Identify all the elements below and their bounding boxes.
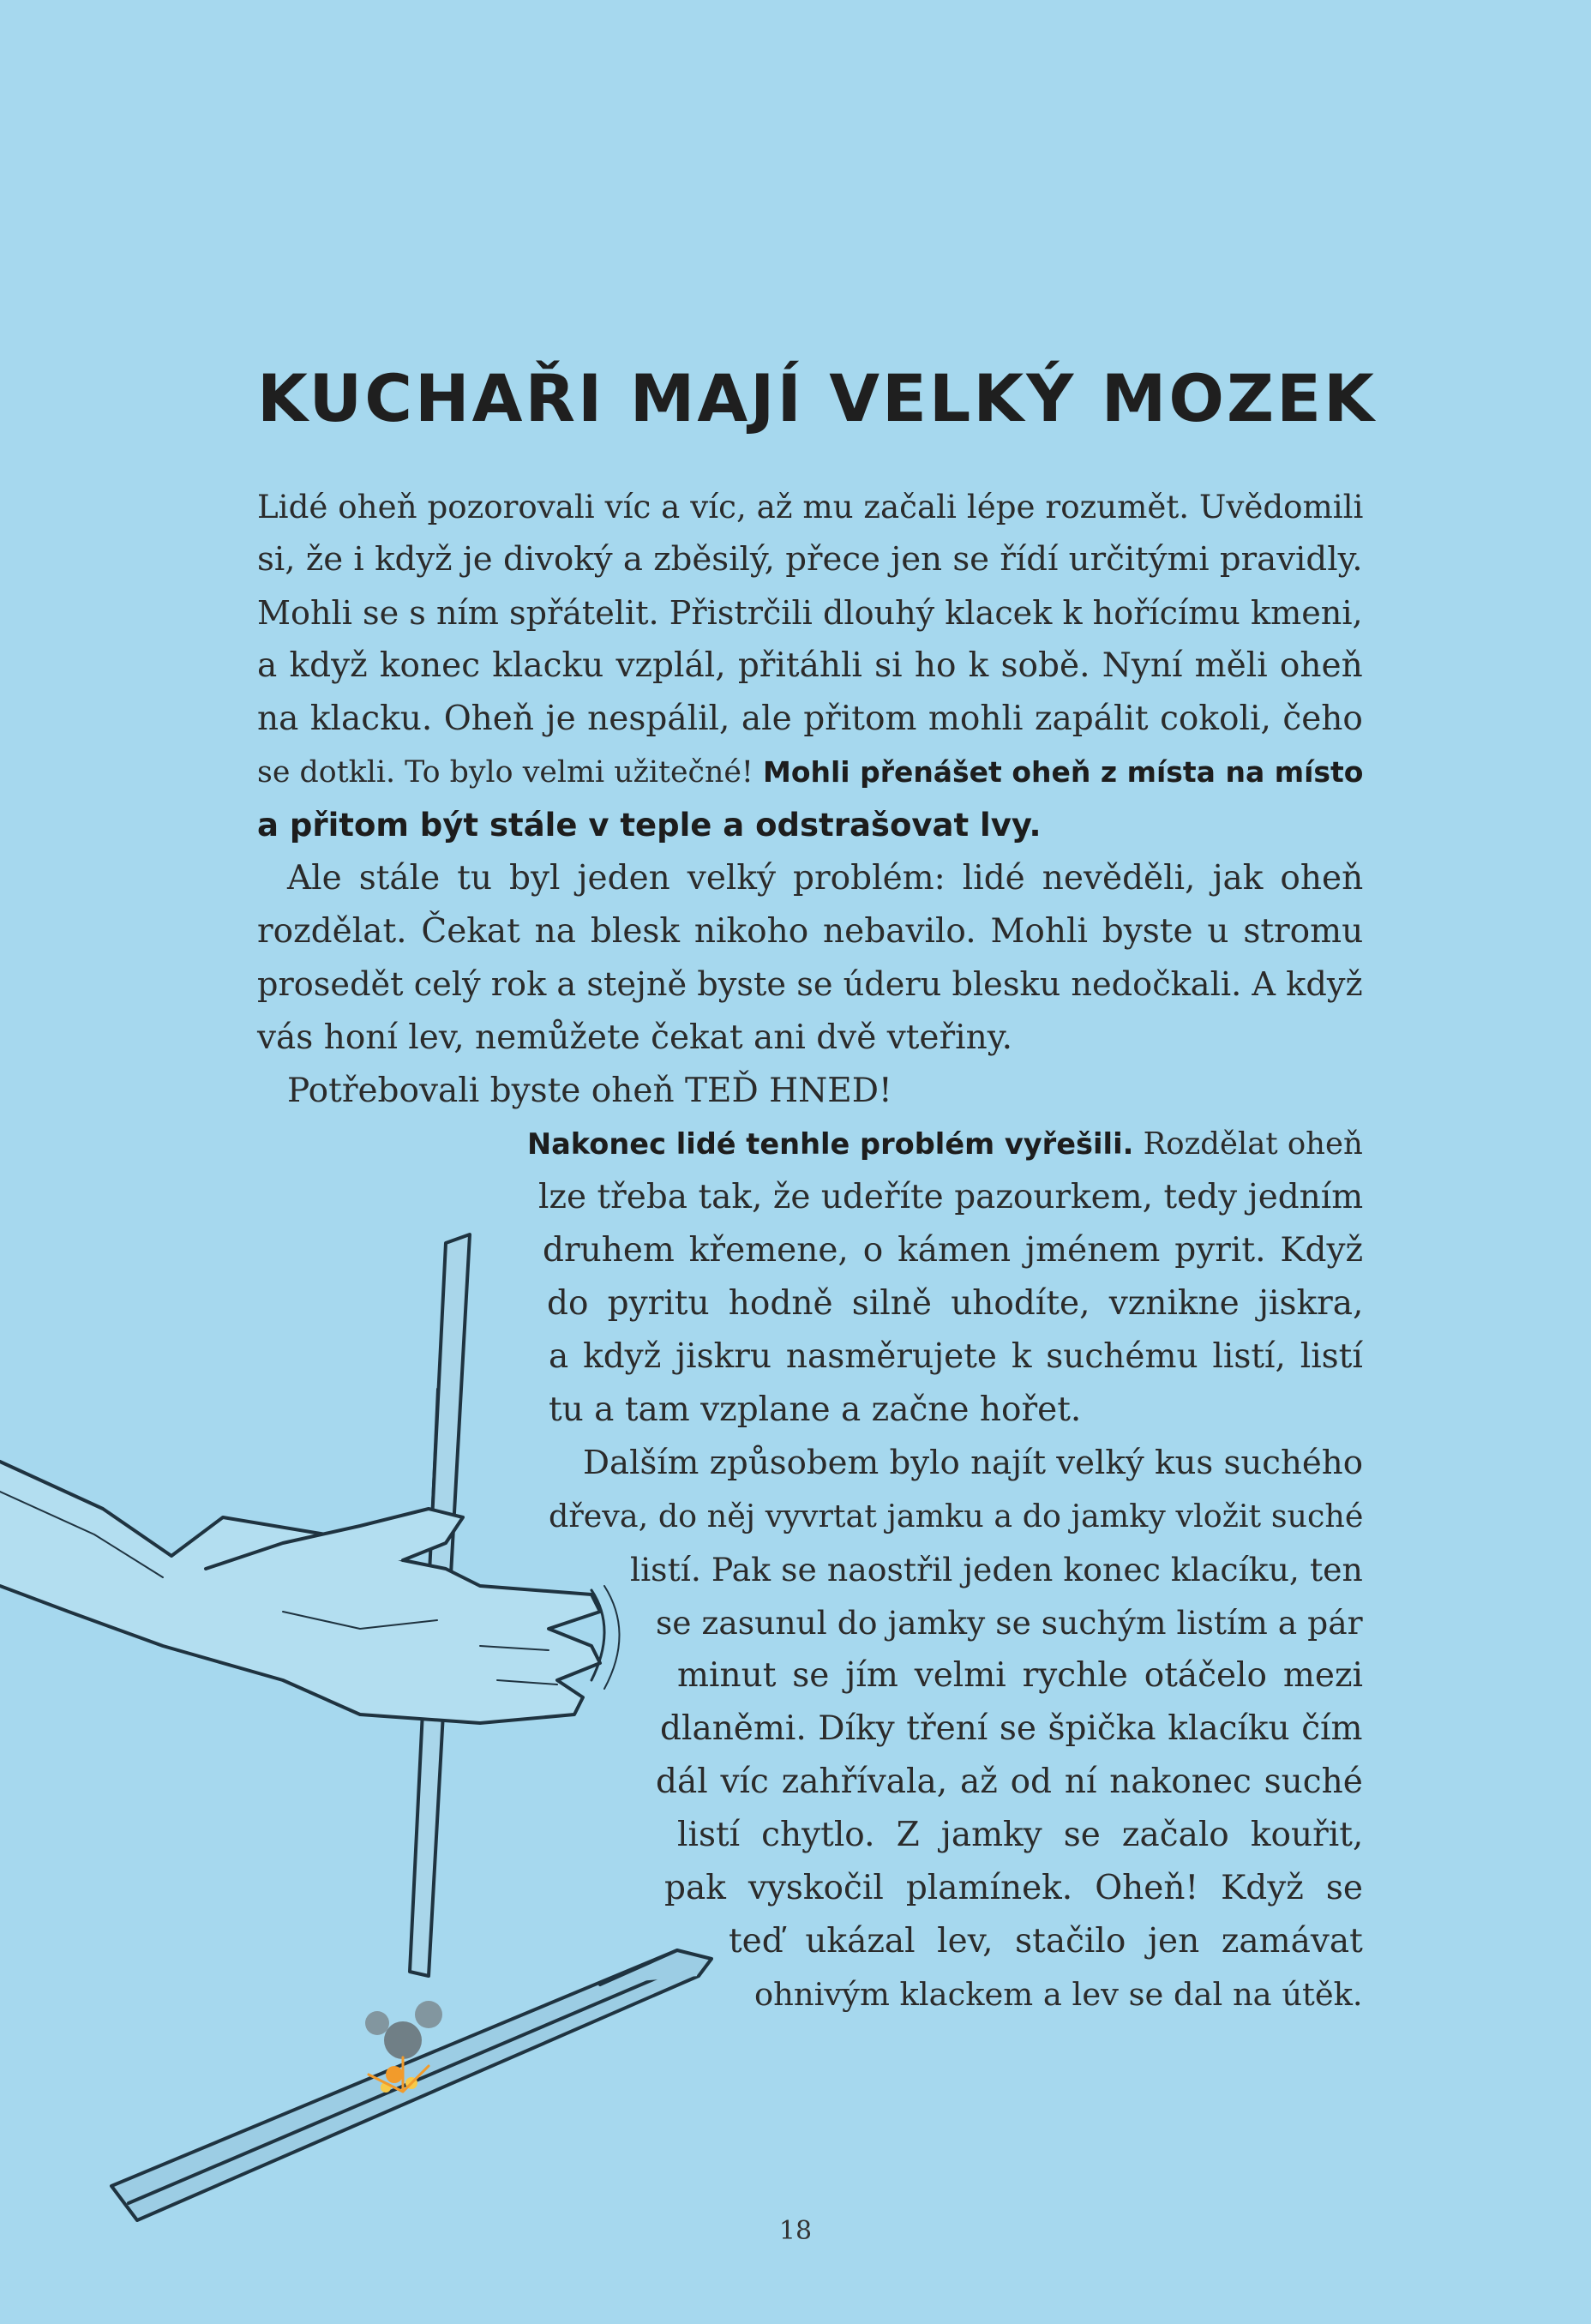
text-line	[257, 640, 1363, 693]
line-text: rozdělat. Čekat na blesk nikoho nebavilo. Mohli byste u stromu	[257, 912, 1364, 951]
handwritten-emphasis: Nakonec lidé tenhle problém vyřešili.	[527, 1127, 1134, 1161]
line-text: si, že i když je divoký a zběsilý, přece jen se řídí určitými pravidly.	[257, 540, 1363, 579]
handwritten-emphasis: Mohli přenášet oheň z místa na místo	[763, 755, 1364, 789]
line-text: prosedět celý rok a stejně byste se úderu blesku nedočkali. A když	[257, 965, 1363, 1004]
text-line	[257, 905, 1363, 958]
handwritten-emphasis: a přitom být stále v teple a odstrašovat lvy.	[257, 807, 1042, 844]
text-line	[729, 1915, 1363, 1968]
line-text: Dalším způsobem bylo najít velký kus suchého	[583, 1444, 1363, 1482]
line-text: Ale stále tu byl jeden velký problém: lidé nevěděli, jak oheň	[287, 859, 1364, 898]
text-line	[754, 1968, 1363, 2021]
text-line	[257, 746, 1363, 799]
line-text: lze třeba tak, že udeříte pazourkem, tedy jedním	[538, 1178, 1364, 1216]
line-text: pak vyskočil plamínek. Oheň! Když se	[664, 1869, 1363, 1907]
line-text: se dotkli. To bylo velmi užitečné!	[257, 755, 764, 790]
line-text: vás honí lev, nemůžete čekat ani dvě vteřiny.	[257, 1018, 1012, 1057]
line-text: Rozdělat oheň	[1133, 1126, 1363, 1162]
text-line	[677, 1809, 1363, 1862]
line-text: listí chytlo. Z jamky se začalo kouřit,	[677, 1816, 1364, 1854]
line-text: listí. Pak se naostřil jeden konec klacíku, ten	[630, 1551, 1363, 1588]
text-line	[287, 1065, 892, 1118]
line-text: Mohli se s ním spřátelit. Přistrčili dlouhý klacek k hořícímu kmeni,	[257, 594, 1363, 632]
text-line	[257, 693, 1363, 746]
line-text: a když jiskru nasměrujete k suchému listí, listí	[549, 1337, 1363, 1376]
line-text: tu a tam vzplane a začne hořet.	[549, 1390, 1082, 1429]
text-line	[257, 799, 1042, 852]
line-text: Potřebovali byste oheň TEĎ HNED!	[287, 1072, 892, 1110]
text-line	[287, 852, 1363, 905]
line-text: se zasunul do jamky se suchým listím a pár	[656, 1604, 1363, 1642]
text-line	[677, 1649, 1363, 1702]
line-text: minut se jím velmi rychle otáčelo mezi	[677, 1656, 1363, 1695]
line-text: dřeva, do něj vyvrtat jamku a do jamky vložit suché	[549, 1498, 1364, 1534]
line-text: druhem křemene, o kámen jménem pyrit. Když	[543, 1231, 1364, 1270]
line-text: dlaněmi. Díky tření se špička klacíku čím	[660, 1709, 1363, 1748]
line-text: a když konec klacku vzplál, přitáhli si ho k sobě. Nyní měli oheň	[257, 646, 1363, 685]
text-line	[257, 586, 1363, 640]
line-text: do pyritu hodně silně uhodíte, vznikne jiskra,	[547, 1284, 1364, 1323]
text-line	[257, 533, 1363, 586]
text-line	[257, 480, 1363, 533]
line-text: ohnivým klackem a lev se dal na útěk.	[754, 1976, 1363, 2013]
page-number: 18	[778, 2216, 813, 2246]
chapter-title: KUCHAŘI MAJÍ VELKÝ MOZEK	[257, 360, 1377, 436]
text-line	[257, 958, 1363, 1012]
fire-drill-illustration	[0, 1166, 771, 2272]
line-text: Lidé oheň pozorovali víc a víc, až mu začali lépe rozumět. Uvědomili	[257, 488, 1364, 525]
line-text: na klacku. Oheň je nespálil, ale přitom mohli zapálit cokoli, čeho	[257, 700, 1363, 738]
line-text: dál víc zahřívala, až od ní nakonec suché	[656, 1763, 1363, 1801]
text-line	[527, 1118, 1363, 1171]
line-text: teď ukázal lev, stačilo jen zamávat	[729, 1922, 1363, 1961]
text-line	[257, 1012, 1012, 1065]
